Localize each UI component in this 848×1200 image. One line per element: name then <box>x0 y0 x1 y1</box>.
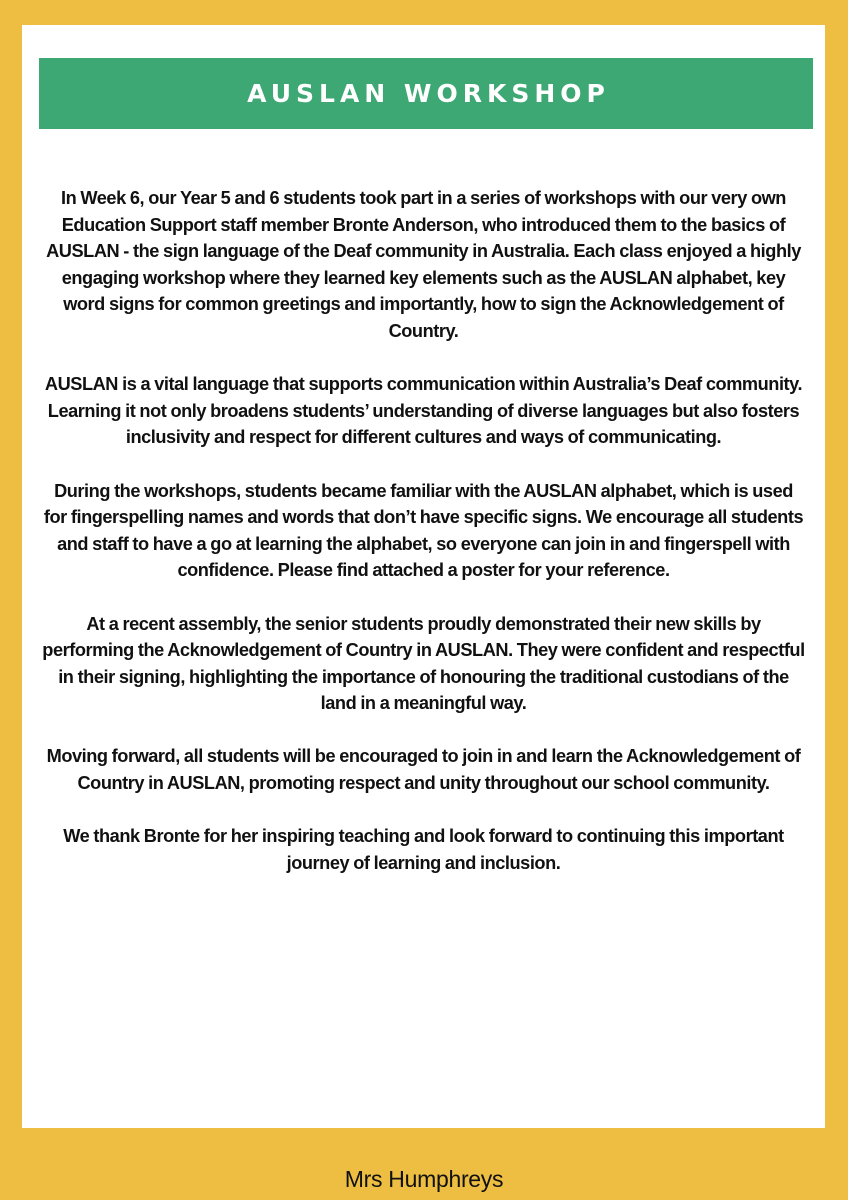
paragraph-intro: In Week 6, our Year 5 and 6 students took part in a series of workshops with our very own Education Support staff member Bronte Anderson, who introduced them to the basics of AUSLAN - the sign language of the Deaf community in Australia. Each class enjoyed a highly engaging workshop where they learned key elements such as the AUSLAN alphabet, key word signs for common greetings and importantly, how to sign the Acknowledgement of Country. <box>46 188 801 341</box>
paragraph-alphabet: During the workshops, students became familiar with the AUSLAN alphabet, which is used for fingerspelling names and words that don’t have specific signs. We encourage all students and staff to have a go at learning the alphabet, so everyone can join in and fingerspell with confidence. Please find attached a poster for your reference. <box>43 480 804 581</box>
paragraph-importance: AUSLAN is a vital language that supports communication within Australia’s Deaf community. Learning it not only broadens students’ understanding of diverse languages but also fosters inclusivity and respect for different cultures and ways of communicating. <box>44 374 803 448</box>
author-name: Mrs Humphreys <box>344 1166 504 1192</box>
paragraph-assembly: At a recent assembly, the senior students proudly demonstrated their new skills by performing the Acknowledgement of Country in AUSLAN. They were confident and respectful in their signing, highlighting the importance of honouring the traditional custodians of the land in a meaningful way. <box>42 613 805 714</box>
title-banner <box>39 58 813 129</box>
article-body <box>42 185 805 903</box>
paragraph-thanks: We thank Bronte for her inspiring teaching and look forward to continuing this important journey of learning and inclusion. <box>63 826 784 873</box>
paragraph-moving-forward: Moving forward, all students will be encouraged to join in and learn the Acknowledgement of Country in AUSLAN, promoting respect and unity throughout our school community. <box>46 746 801 794</box>
article-page <box>22 25 825 1128</box>
page-title: AUSLAN WORKSHOP <box>247 79 610 108</box>
